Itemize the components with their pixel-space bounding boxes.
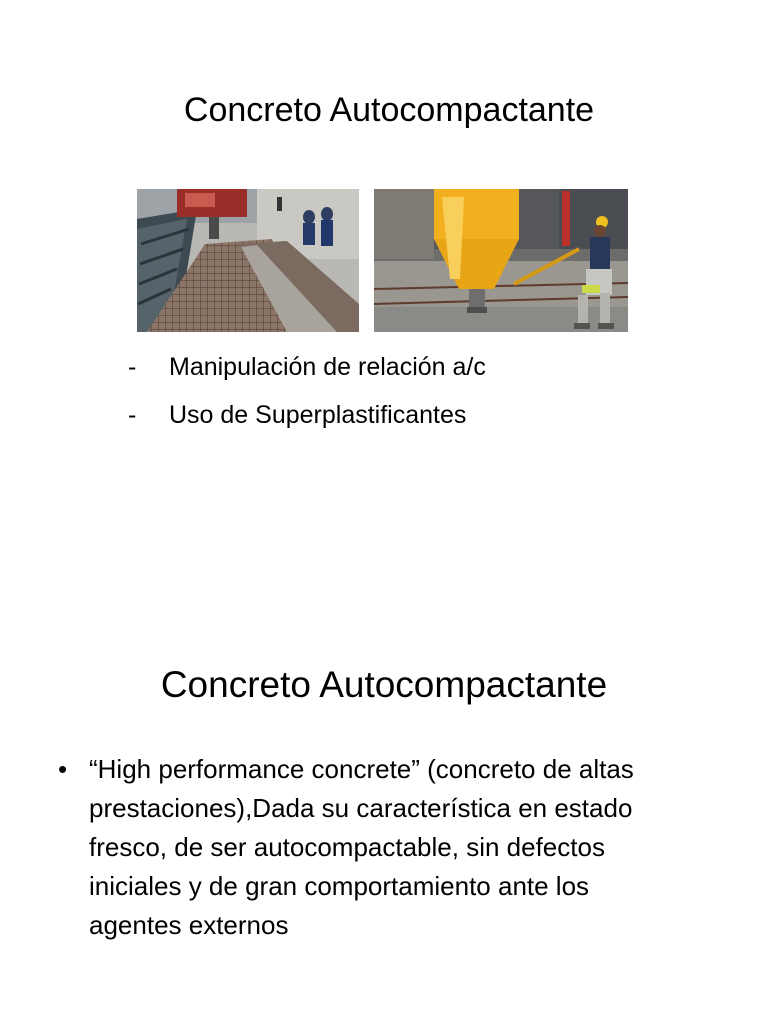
bullet-list [58,750,688,945]
slide-title: Concreto Autocompactante [183,91,595,129]
precast-factory-illustration [137,189,359,332]
bullet-item [58,750,688,945]
dash-marker: - [128,401,137,429]
concrete-pour-photo [374,189,628,332]
bullet-item-text: “High performance concrete” (concreto de altas prestaciones),Dada su característica en estado fresco, de ser autocompactable, sin defectos iniciales y de gran comportamiento ante los agentes externos [89,754,634,940]
list-item [128,350,486,398]
slide-2 [0,600,768,1024]
bullet-marker: • [58,754,68,784]
list-item [128,398,486,446]
precast-factory-photo [137,189,359,332]
method-list [128,350,486,446]
list-item-text: Manipulación de relación a/c [169,353,486,381]
dash-marker: - [128,353,137,381]
concrete-pour-illustration [374,189,628,332]
list-item-text: Uso de Superplastificantes [169,401,467,429]
slide-title: Concreto Autocompactante [160,664,608,705]
